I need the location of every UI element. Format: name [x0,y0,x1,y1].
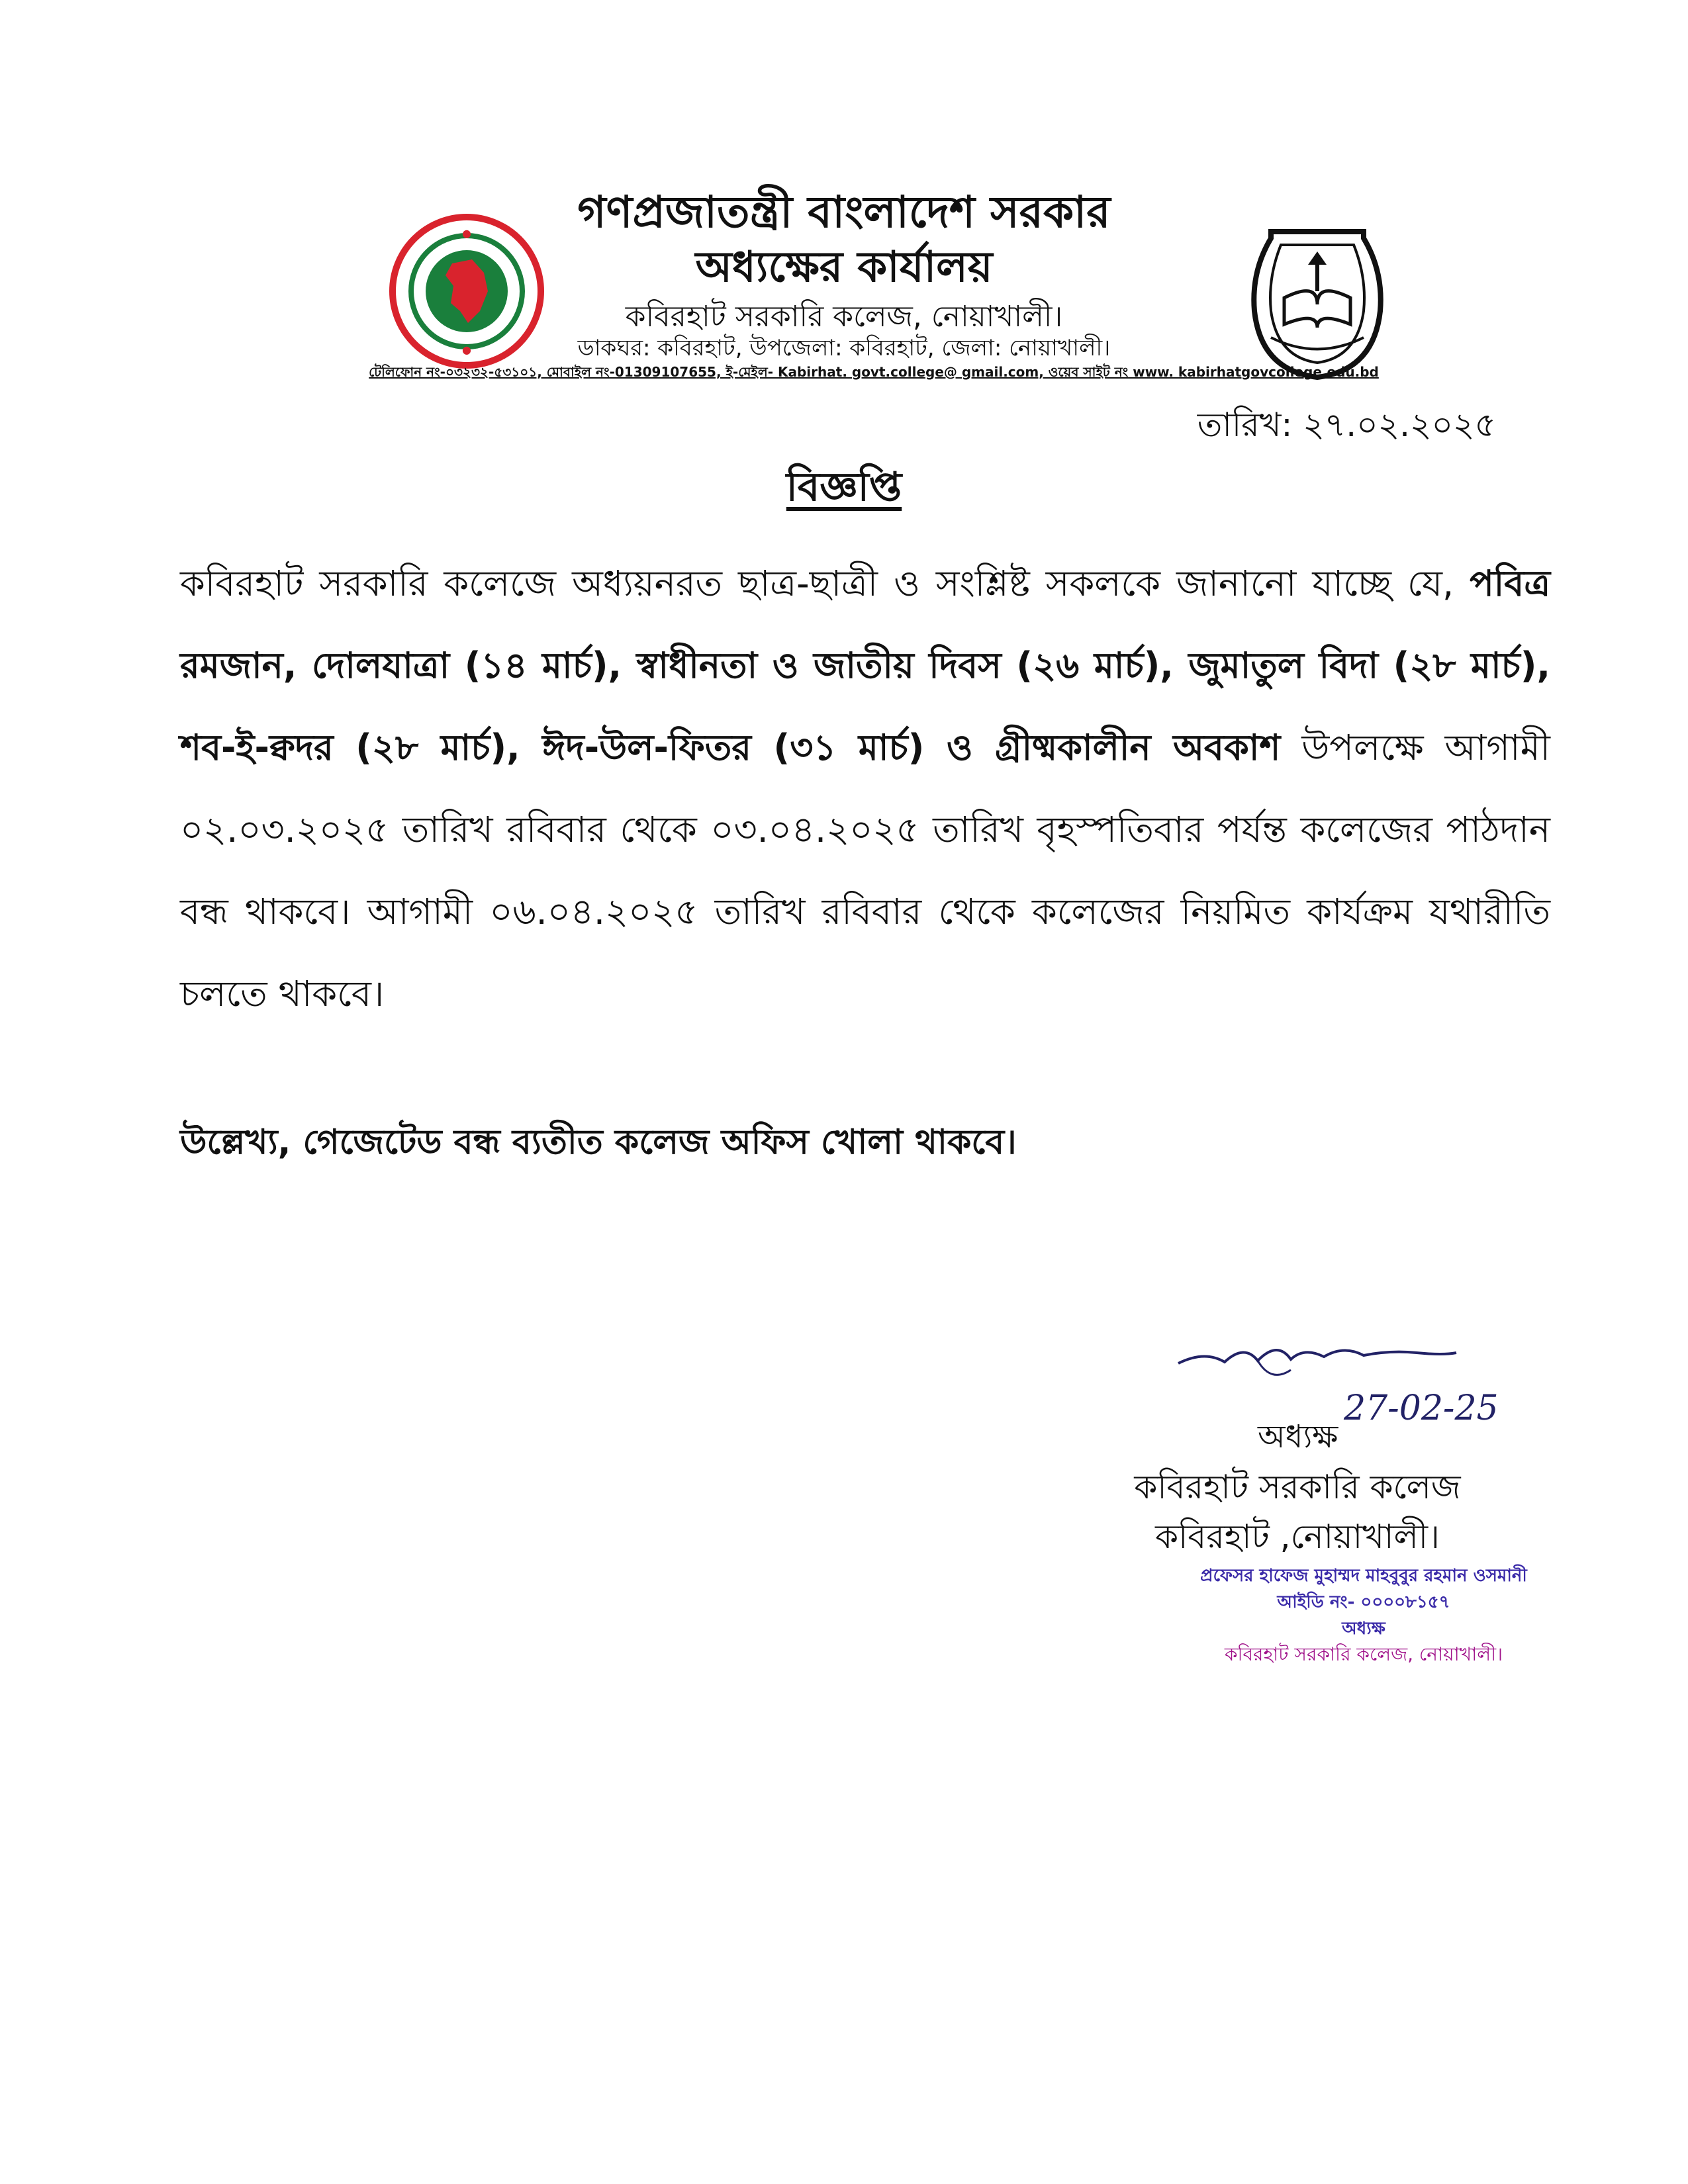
signatory-college: কবিরহাট সরকারি কলেজ [1134,1468,1461,1506]
svg-text:●: ● [462,227,471,240]
svg-text:●: ● [462,343,471,356]
notice-date: তারিখ: ২৭.০২.২০২৫ [1197,406,1496,444]
stamp-name: প্রফেসর হাফেজ মুহাম্মদ মাহবুবুর রহমান ওসমানী [1200,1566,1527,1586]
college-name-line: কবিরহাট সরকারি কলেজ, নোয়াখালী। [625,300,1063,334]
signatory-designation: অধ্যক্ষ [1258,1418,1338,1455]
notice-heading [0,457,1688,523]
stamp-id: আইডি নং- ০০০০৮১৫৭ [1277,1592,1450,1612]
notice-heading-text: বিজ্ঞপ্তি [786,464,902,510]
office-open-note: উল্লেখ্য, গেজেটেড বন্ধ ব্যতীত কলেজ অফিস খোলা থাকবে। [180,1122,1017,1162]
government-title: গণপ্রজাতন্ত্রী বাংলাদেশ সরকার [577,187,1111,238]
body-schedule: উপলক্ষে আগামী ০২.০৩.২০২৫ তারিখ রবিবার থেকে ০৩.০৪.২০২৫ তারিখ বৃহস্পতিবার পর্যন্ত কলেজের পাঠদান বন্ধ থাকবে। আগামী ০৬.০৪.২০২৫ তারিখ রবিবার থেকে কলেজের নিয়মিত কার্যক্রম যথারীতি চলতে থাকবে। [180,727,1550,1015]
body-intro: কবিরহাট সরকারি কলেজে অধ্যয়নরত ছাত্র-ছাত্রী ও সংশ্লিষ্ট সকলকে জানানো যাচ্ছে যে, [180,563,1470,604]
postal-address-line: ডাকঘর: কবিরহাট, উপজেলা: কবিরহাট, জেলা: নোয়াখালী। [577,335,1111,361]
handwritten-date: 27-02-25 [1344,1388,1499,1428]
holiday-list: পবিত্র রমজান, দোলযাত্রা (১৪ মার্চ), স্বাধীনতা ও জাতীয় দিবস (২৬ মার্চ), জুমাতুল বিদা (২৮ মার্চ), শব-ই-ক্বদর (২৮ মার্চ), ঈদ-উল-ফিতর (৩১ মার্চ) ও গ্রীষ্মকালীন অবকাশ [180,563,1550,768]
signatory-address: কবিরহাট ,নোয়াখালী। [1155,1518,1440,1556]
stamp-designation: অধ্যক্ষ [1342,1619,1385,1639]
notice-body [180,543,1550,1035]
stamp-college: কবিরহাট সরকারি কলেজ, নোয়াখালী। [1224,1643,1503,1665]
contact-info-line: টেলিফোন নং-০৩২৩২-৫৩১০১, মোবাইল নং-01309107655, ই-মেইল- Kabirhat. govt.college@ gmail.com, ওয়েব সাইট নং www. kabirhatgovcollege.edu.bd [369,364,1379,380]
office-title: অধ্যক্ষের কার্যালয় [695,243,993,292]
